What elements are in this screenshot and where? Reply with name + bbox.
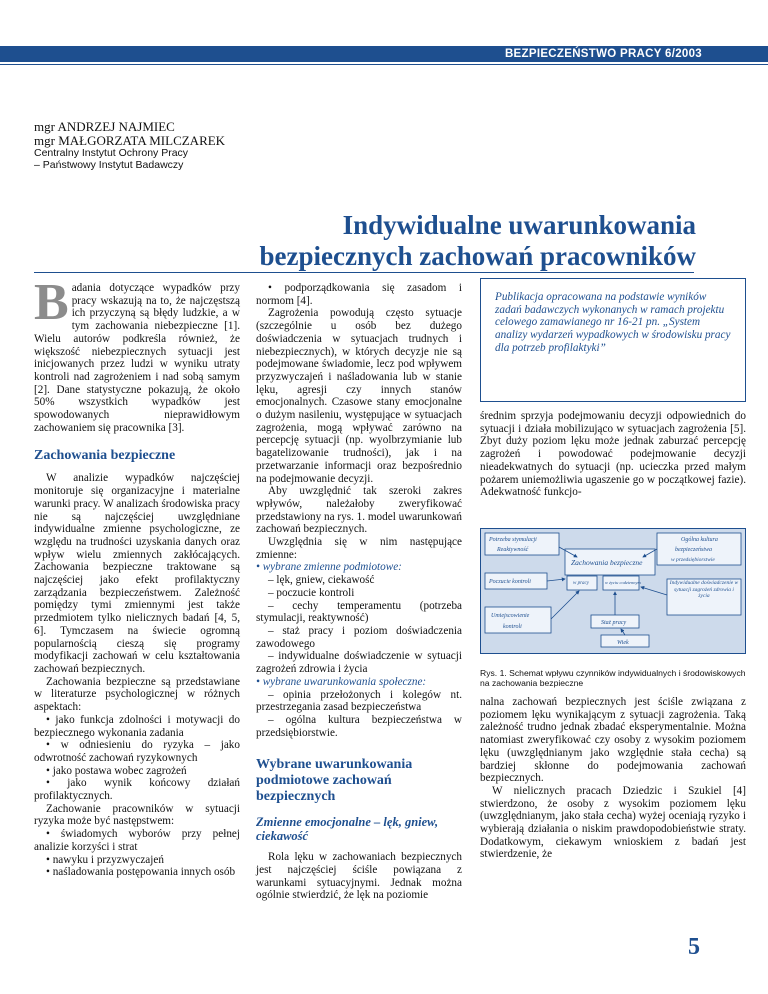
diagram-label: w pracy — [573, 581, 589, 586]
list-item: – cechy temperamentu (potrzeba stymulacji, reaktywność) — [256, 599, 462, 625]
list-title-individual: • wybrane zmienne podmiotowe: — [256, 561, 402, 574]
diagram-label: w życiu codziennym — [605, 580, 641, 585]
section-heading-safe-behaviour: Zachowania bezpieczne — [34, 448, 176, 464]
list-item: – opinia przełożonych i kolegów nt. przestrzegania zasad bezpieczeństwa — [256, 688, 462, 714]
figure-diagram — [480, 528, 746, 654]
journal-title: BEZPIECZEŃSTWO PRACY 6/2003 — [504, 48, 702, 60]
paragraph: W nielicznych pracach Dziedzic i Szukiel [4] stwierdzono, że osoby z wysokim poziomem lęku (uwzględnianym, jako stała cecha) wyżej oceniają ryzyko i wybierają działania o niskim prawdopodobieństwie straty. Dodatkowym, ciekawym wnioskiem z badań jest stwierdzenie, że — [480, 784, 746, 861]
column-3-top — [480, 410, 746, 499]
diagram-label: Potrzeba stymulacji — [489, 537, 537, 543]
diagram-label: Poczucie kontroli — [489, 579, 531, 585]
diagram-label: w przedsiębiorstwie — [671, 557, 715, 563]
section-heading-conditions: Wybrane uwarunkowania podmiotowe zachowań bezpiecznych — [256, 757, 413, 805]
bullet-item: • nawyku i przyzwyczajeń — [46, 853, 164, 866]
intro-paragraph: Badania dotyczące wypadków przy pracy wskazują na to, że najczęstszą ich przyczyną są błędy ludzkie, a w tym zachowania niebezpieczne [1]. Wielu autorów podkreśla również, że większość niebezpiecznych sytuacji jest inicjowanych przez ludzi w wyniku utraty kontroli nad zagrożeniem i nad sobą samym [2]. Dane statystyczne pokazują, że około 50% wszystkich wypadków jest spowodowanych nieprawidłowym zachowaniem się pracownika [3]. — [34, 274, 240, 434]
diagram-label: Staż pracy — [601, 620, 627, 626]
bullet-item: • jako postawa wobec zagrożeń — [46, 764, 187, 777]
bullet-item: • świadomych wyborów przy pełnej analizie korzyści i strat — [34, 828, 240, 853]
publication-note-box: Publikacja opracowana na podstawie wyników zadań badawczych wykonanych w ramach projektu celowego zamawianego nr 16-21 pn. „System analizy wydarzeń wypadkowych w środowisku pracy dla potrzeb profilaktyki” — [480, 278, 746, 402]
paragraph: Zagrożenia powodują często sytuacje (szczególnie u osób bez dużego doświadczenia w sytuacjach trudnych i niebezpiecznych), w których decyzje nie są podejmowane świadomie, lecz pod wpływem przyzwyczajeń i naśladowania lub w stanie lęku, agresji czy innych stanów emocjonalnych. Czasowe stany emocjonalne o dużym nasileniu, występujące w sytuacjach zagrożenia, mogą wpływać zarówno na percepcję sytuacji (np. wyolbrzymianie lub bagatelizowanie trudności), jak i na przetwarzanie informacji oraz bezpośrednio na podejmowanie decyzji. — [256, 307, 462, 485]
title-rule — [34, 272, 694, 273]
subsection-heading-emotions: Zmienne emocjonalne – lęk, gniew, ciekawość — [256, 815, 439, 844]
diagram-label: kontroli — [503, 624, 522, 630]
list-title-social: • wybrane uwarunkowania społeczne: — [256, 675, 427, 688]
bullet-item: • naśladowania postępowania innych osób — [46, 866, 236, 879]
paragraph: Rola lęku w zachowaniach bezpiecznych jest najczęściej ściśle powiązana z warunkami sytuacyjnymi. Jednak można ogólnie stwierdzić, że lęk na poziomie — [256, 851, 462, 902]
author-1: mgr ANDRZEJ NAJMIEC — [34, 119, 175, 134]
title-line-2: bezpiecznych zachowań pracowników — [259, 241, 696, 271]
diagram-label: bezpieczeństwa — [675, 547, 712, 553]
paragraph: Aby uwzględnić tak szeroki zakres wpływów, należałoby zweryfikować przedstawiony na rys. 1. model uwarunkowań zachowań bezpiecznych. — [256, 485, 462, 536]
journal-header-bar — [0, 46, 768, 62]
bullet-item: • jako funkcja zdolności i motywacji do bezpiecznego wykonania zadania — [34, 713, 240, 739]
bullet-item: • podporządkowania się zasadom i normom [4]. — [256, 282, 462, 307]
paragraph: Uwzględnia się w nim następujące zmienne: — [256, 536, 462, 561]
diagram-label: Reaktywność — [497, 547, 529, 553]
paragraph: Zachowanie pracowników w sytuacji ryzyka może być następstwem: — [34, 802, 240, 828]
diagram-label: Umiejscowienie — [491, 613, 530, 619]
title-line-1: Indywidualne uwarunkowania — [342, 210, 696, 240]
figure-caption: Rys. 1. Schemat wpływu czynników indywidualnych i środowiskowych na zachowania bezpieczne — [480, 668, 746, 688]
institution-line-1: Centralny Instytut Ochrony Pracy — [34, 147, 189, 159]
institution-line-2: – Państwowy Instytut Badawczy — [34, 158, 184, 171]
list-item: – staż pracy i poziom doświadczenia zawodowego — [256, 624, 462, 650]
paragraph: W analizie wypadków najczęściej monitoruje się organizacyjne i materialne warunki pracy. W analizach środowiska pracy nie są najczęściej uwzględniane indywidualne zmienne psychologiczne, ze względu na trudności uzyskania danych oraz wpływ wielu zmiennych zakłócających. Zachowania bezpieczne traktowane są najczęściej jako efekt profilaktyczny zarządzania bezpieczeństwem. Zależność pomiędzy tymi zmiennymi jest także przedmiotem tylko nielicznych badań [4, 5, 6]. Tymczasem na świecie ogromną popularnością cieszą się programy modyfikacji zachowań w celu kształtowania zachowań bezpiecznych. — [34, 472, 240, 675]
article-title — [260, 210, 696, 272]
list-item: – ogólna kultura bezpieczeństwa w przedsiębiorstwie. — [256, 713, 462, 739]
header-rule — [0, 64, 768, 65]
bullet-item: • jako wynik końcowy działań profilaktycznych. — [34, 777, 240, 803]
diagram-label: Wiek — [617, 640, 629, 646]
column-1 — [34, 274, 240, 879]
authors-block — [34, 120, 225, 171]
column-3-bottom — [480, 696, 746, 861]
list-item: – poczucie kontroli — [268, 586, 355, 599]
bullet-item: • w odniesieniu do ryzyka – jako odwrotność zachowań ryzykownych — [34, 739, 240, 764]
list-item: – indywidualne doświadczenie w sytuacji zagrożeń zdrowia i życia — [256, 650, 462, 676]
page-number: 5 — [688, 934, 700, 960]
diagram-label: Ogólna kultura — [681, 537, 718, 543]
diagram-center-label: Zachowania bezpieczne — [571, 558, 643, 567]
author-2: mgr MAŁGORZATA MILCZAREK — [34, 133, 226, 148]
column-2 — [256, 282, 462, 902]
diagram-label: Indywidualne doświadczenie w sytuacji zagrożeń zdrowia i życia — [669, 580, 739, 599]
paragraph: Zachowania bezpieczne są przedstawiane w literaturze psychologicznej w różnych aspektach: — [34, 675, 240, 714]
drop-cap: B — [34, 274, 69, 331]
paragraph: średnim sprzyja podejmowaniu decyzji odpowiednich do sytuacji i działa mobilizująco w sytuacjach zagrożenia [5]. Zbyt duży poziom lęku może jednak zaburzać percepcję zagrożeń i powodować podejmowanie decyzji nieadekwatnych do sytuacji (np. ucieczka przed małym pożarem uniemożliwia ugaszenie go w początkowej fazie). Adekwatność funkcjo- — [480, 410, 746, 499]
paragraph: nalna zachowań bezpiecznych jest ściśle związana z poziomem lęku wynikającym z sytuacji zagrożenia. Taką zależność trudno jednak zbadać eksperymentalnie. Można natomiast zweryfikować czy osoby z wysokim poziomem lęku (uwzględnianym jako względnie stała cecha) są bardziej skłonne do podejmowania zachowań bezpiecznych. — [480, 696, 746, 785]
list-item: – lęk, gniew, ciekawość — [268, 574, 375, 587]
